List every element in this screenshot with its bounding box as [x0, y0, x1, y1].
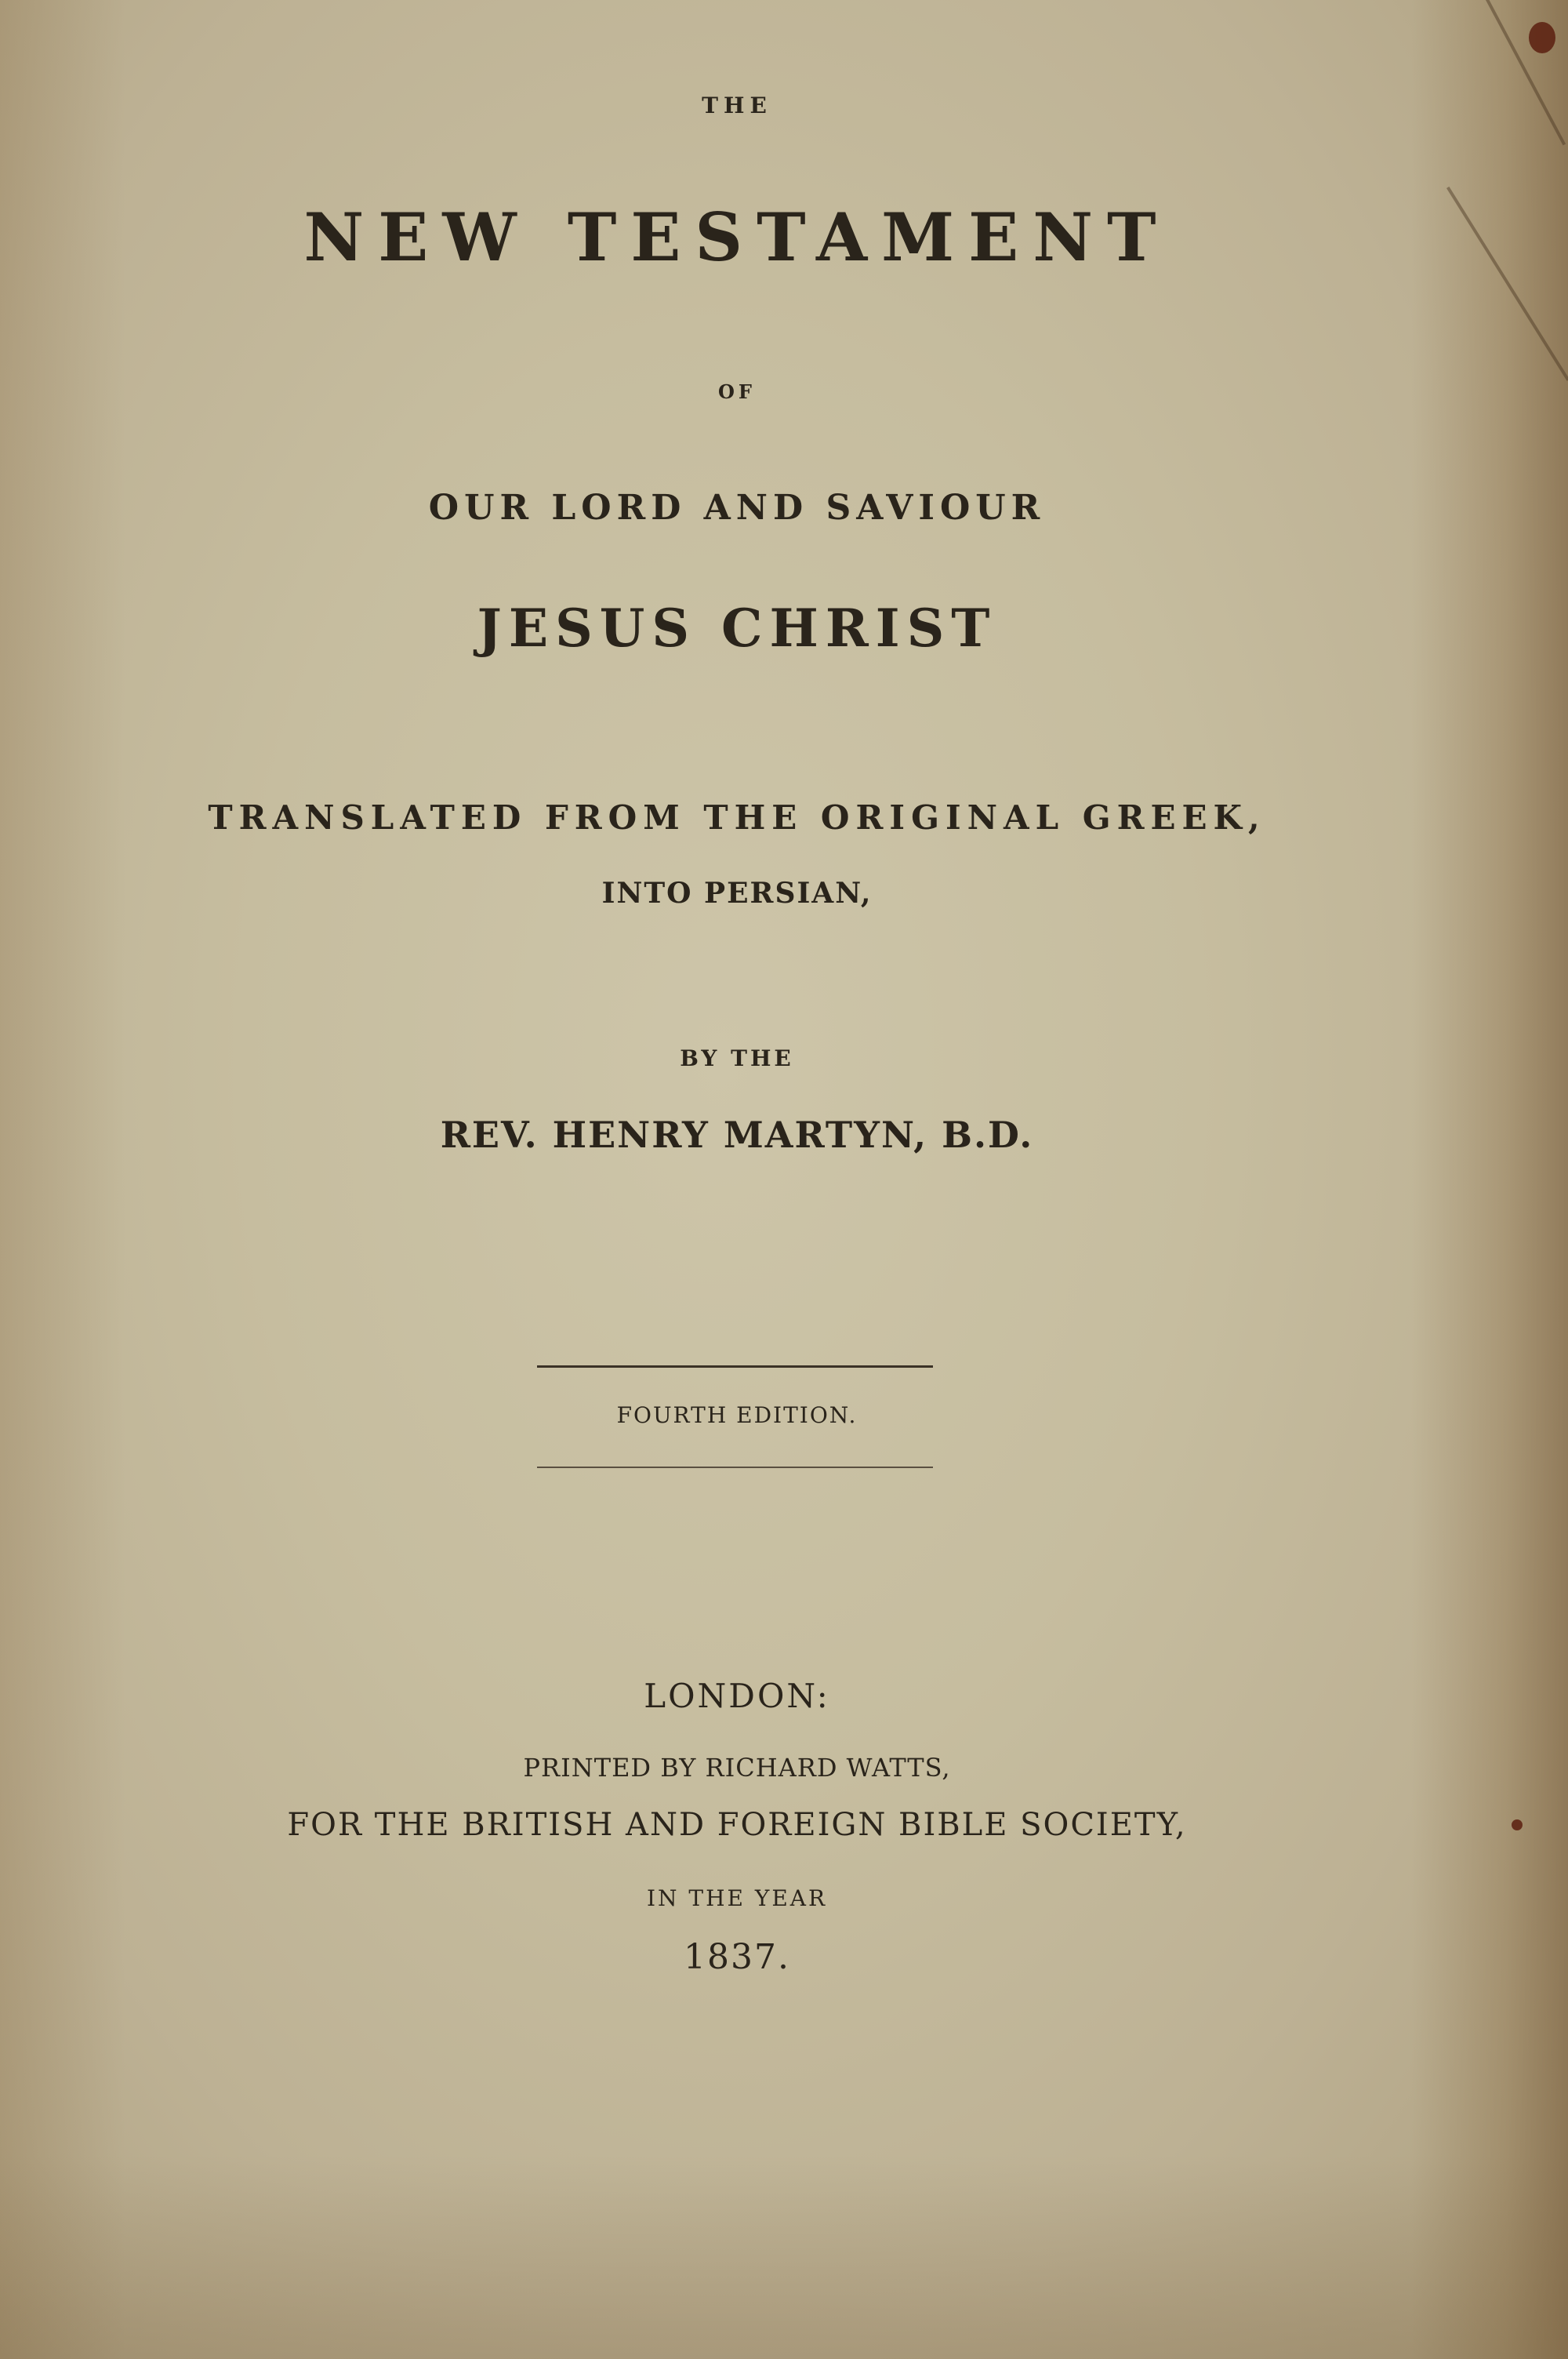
page-shadow-right [1411, 0, 1568, 2359]
language-line: INTO PERSIAN, [601, 877, 873, 910]
title-the: THE [702, 93, 772, 118]
page-shadow-left [0, 0, 125, 2359]
translation-line: TRANSLATED FROM THE ORIGINAL GREEK, [208, 798, 1266, 837]
imprint-society: FOR THE BRITISH AND FOREIGN BIBLE SOCIETY, [287, 1807, 1187, 1843]
title-name: JESUS CHRIST [477, 598, 997, 659]
ink-spot [1512, 1819, 1523, 1830]
edition-rule-bottom [537, 1467, 933, 1468]
imprint-city: LONDON: [644, 1677, 830, 1715]
edition-line: FOURTH EDITION. [616, 1402, 858, 1428]
imprint-year: 1837. [684, 1937, 790, 1977]
title-main: NEW TESTAMENT [303, 198, 1171, 276]
title-of: OF [718, 380, 756, 403]
ink-stain [1529, 22, 1555, 53]
imprint-printer: PRINTED BY RICHARD WATTS, [523, 1753, 951, 1783]
edition-rule-top [537, 1365, 933, 1368]
author-name: REV. HENRY MARTYN, B.D. [440, 1114, 1034, 1156]
by-the: BY THE [680, 1045, 794, 1071]
title-lord: OUR LORD AND SAVIOUR [428, 488, 1046, 528]
imprint-in-the-year: IN THE YEAR [646, 1885, 828, 1911]
page-shadow-bottom [0, 2155, 1568, 2359]
